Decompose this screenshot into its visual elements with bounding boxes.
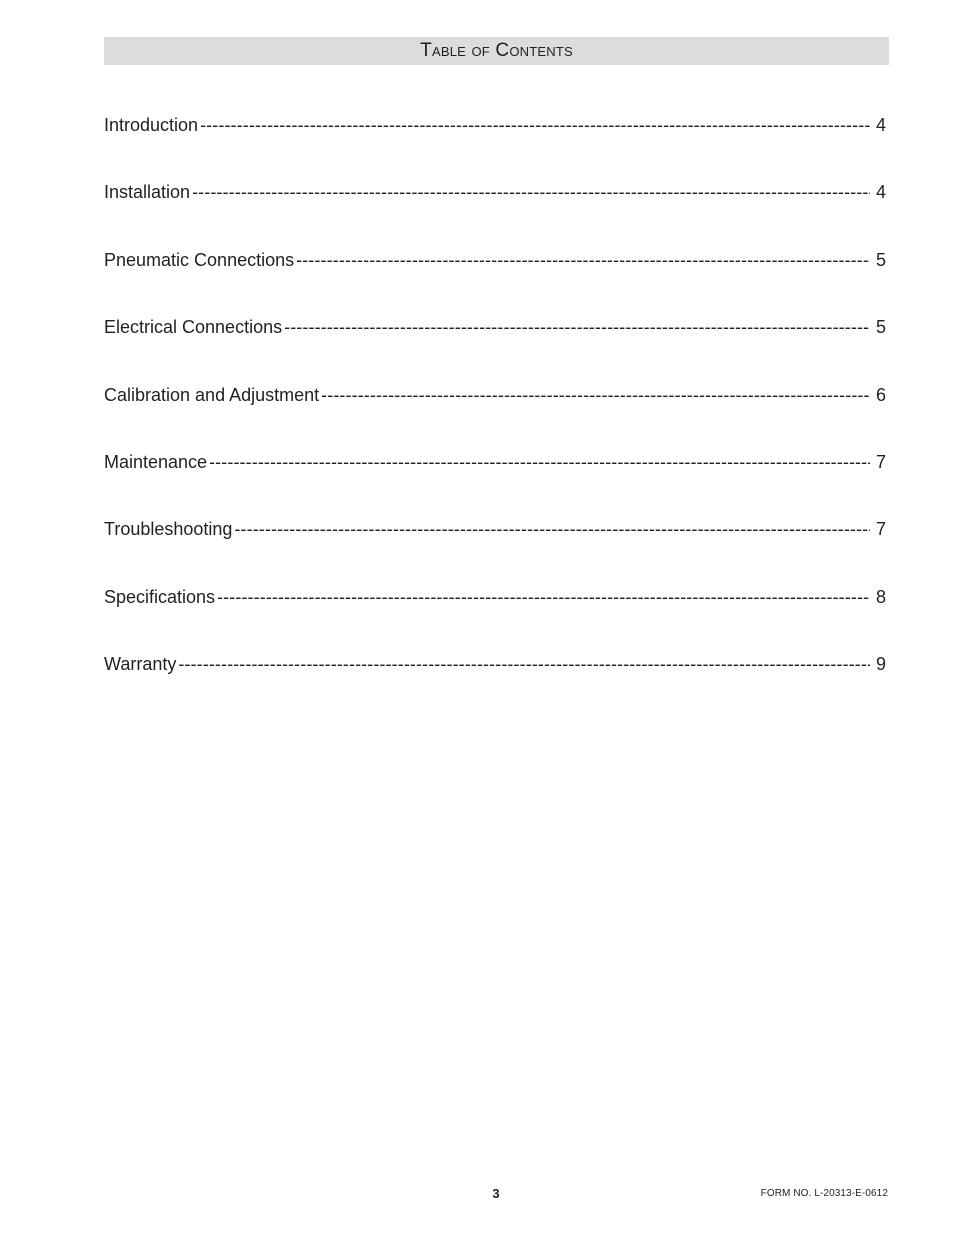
dot-leader — [284, 316, 870, 338]
toc-entry-label: Electrical Connections — [104, 317, 283, 338]
toc-entry-page: 4 — [875, 115, 886, 135]
toc-entry-label: Calibration and Adjustment — [104, 384, 320, 405]
toc-entry-label: Introduction — [104, 115, 199, 135]
toc-entry-page: 6 — [875, 384, 886, 405]
dot-leader — [192, 181, 870, 203]
toc-entry-label: Specifications — [104, 586, 216, 607]
page-title: Table of Contents — [420, 40, 573, 61]
dot-leader — [200, 114, 870, 136]
toc-entry-page: 7 — [875, 451, 886, 472]
toc-entry-pneumatic-connections[interactable] — [104, 249, 886, 316]
toc-list — [104, 114, 886, 721]
page-number: 3 — [492, 1186, 500, 1201]
dot-leader — [321, 384, 870, 406]
toc-entry-warranty[interactable] — [104, 653, 886, 720]
toc-entry-maintenance[interactable] — [104, 451, 886, 518]
dot-leader — [209, 451, 870, 473]
dot-leader — [296, 249, 870, 271]
toc-header-band — [104, 37, 889, 65]
dot-leader — [217, 586, 870, 608]
toc-entry-installation[interactable] — [104, 181, 886, 248]
toc-entry-troubleshooting[interactable] — [104, 518, 886, 585]
toc-entry-page: 7 — [875, 519, 886, 540]
toc-entry-label: Troubleshooting — [104, 519, 233, 540]
toc-entry-electrical-connections[interactable] — [104, 316, 886, 383]
toc-entry-page: 4 — [875, 182, 886, 203]
toc-entry-introduction[interactable] — [104, 114, 886, 181]
toc-entry-page: 9 — [875, 654, 886, 675]
toc-entry-page: 5 — [875, 317, 886, 338]
toc-entry-calibration-and-adjustment[interactable] — [104, 384, 886, 451]
dot-leader — [234, 518, 870, 540]
toc-entry-label: Installation — [104, 182, 191, 203]
toc-entry-label: Pneumatic Connections — [104, 249, 295, 270]
toc-entry-specifications[interactable] — [104, 586, 886, 653]
toc-entry-label: Warranty — [104, 654, 177, 675]
toc-entry-page: 8 — [875, 586, 886, 607]
form-number: FORM NO. L-20313-E-0612 — [760, 1188, 888, 1199]
toc-entry-page: 5 — [875, 249, 886, 270]
dot-leader — [178, 653, 870, 675]
toc-entry-label: Maintenance — [104, 451, 208, 472]
